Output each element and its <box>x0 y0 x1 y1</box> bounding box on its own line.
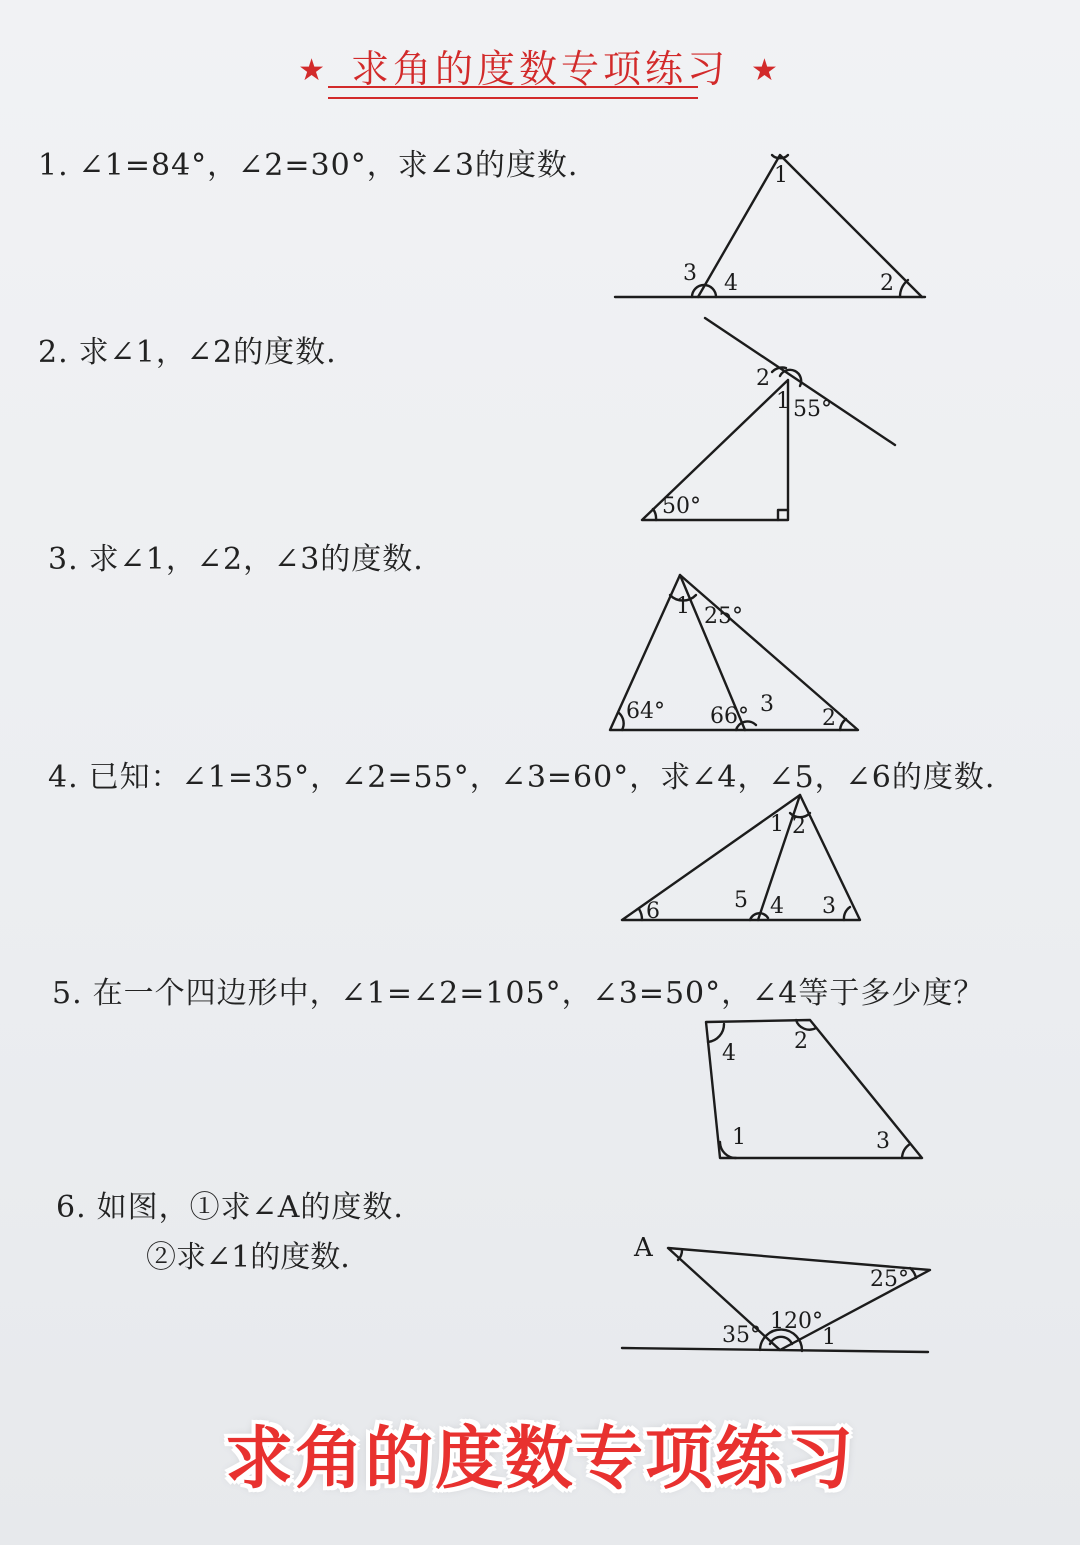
bottom-banner-title: 求角的度数专项练习 <box>224 1420 855 1499</box>
angle-label: 25° <box>704 604 743 629</box>
angle-arc <box>900 280 908 297</box>
angle-arc <box>708 1024 724 1042</box>
angle-label: 1 <box>770 812 784 837</box>
title-text: 求角的度数专项练习 <box>350 47 729 91</box>
question-number: 6. <box>56 1190 87 1225</box>
question-number: 5. <box>52 976 83 1011</box>
angle-label: 1 <box>774 163 788 188</box>
angle-arc <box>844 907 850 920</box>
question-text: 如图，①求∠A的度数. <box>96 1190 404 1225</box>
question-3 <box>48 534 424 578</box>
title-underline <box>328 86 698 99</box>
angle-arc <box>619 713 624 730</box>
figure-5-quadrilateral <box>690 1010 930 1170</box>
angle-label: 2 <box>822 706 836 731</box>
angle-arc <box>639 909 642 920</box>
star-icon: ★ <box>298 53 329 88</box>
angle-label: 35° <box>722 1323 761 1348</box>
angle-label: 3 <box>822 894 836 919</box>
question-text: 已知：∠1=35°，∠2=55°，∠3=60°，求∠4，∠5，∠6的度数. <box>88 760 996 795</box>
question-text: 求∠1，∠2的度数. <box>78 335 337 370</box>
angle-label: 3 <box>876 1129 890 1154</box>
question-number: 1. <box>38 148 69 183</box>
question-6-subpart: ②求∠1的度数. <box>146 1240 350 1275</box>
angle-label: 1 <box>732 1125 746 1150</box>
question-number: 3. <box>48 542 79 577</box>
figure-1-triangle <box>600 140 940 310</box>
angle-label: 2 <box>794 1029 808 1054</box>
angle-arc <box>840 719 846 730</box>
angle-label: 5 <box>734 888 748 913</box>
figure-2-triangle <box>630 310 910 530</box>
question-5 <box>52 968 984 1012</box>
figure-6-triangle <box>620 1220 940 1365</box>
angle-label: 2 <box>792 814 806 839</box>
angle-label: 3 <box>683 261 697 286</box>
angle-label: 6 <box>646 899 660 924</box>
question-1 <box>38 140 578 184</box>
base-line <box>622 1348 928 1352</box>
angle-arc <box>678 1250 682 1260</box>
angle-label: 50° <box>662 494 701 519</box>
angle-label: 4 <box>770 894 784 919</box>
angle-label: 3 <box>760 692 774 717</box>
worksheet-title <box>0 38 1080 93</box>
angle-label: 1 <box>676 594 690 619</box>
figure-4-triangle <box>610 785 875 930</box>
angle-label: 2 <box>880 271 894 296</box>
question-number: 4. <box>48 760 79 795</box>
angle-label: 120° <box>770 1309 823 1334</box>
angle-label: 1 <box>822 1325 836 1350</box>
question-6 <box>56 1182 404 1226</box>
question-text: ∠1=84°，∠2=30°，求∠3的度数. <box>78 148 579 183</box>
angle-arc <box>653 509 656 520</box>
angle-label: 25° <box>870 1267 909 1292</box>
angle-label: 4 <box>722 1041 736 1066</box>
vertex-label: A <box>634 1233 653 1263</box>
star-icon: ★ <box>751 53 782 88</box>
question-2 <box>38 327 337 371</box>
angle-label: 2 <box>756 366 770 391</box>
angle-label: 66° <box>710 704 749 729</box>
question-text: 在一个四边形中，∠1=∠2=105°，∠3=50°，∠4等于多少度？ <box>92 976 985 1011</box>
angle-label: 64° <box>626 699 665 724</box>
angle-label: 4 <box>724 271 738 296</box>
triangle-outline <box>668 1248 930 1350</box>
angle-arc <box>902 1144 910 1158</box>
angle-label: 55° <box>793 397 832 422</box>
figure-3-triangle <box>600 565 870 740</box>
question-text: 求∠1，∠2，∠3的度数. <box>88 542 424 577</box>
right-angle-mark <box>778 510 788 520</box>
question-number: 2. <box>38 335 69 370</box>
angle-label: 1 <box>776 389 790 414</box>
